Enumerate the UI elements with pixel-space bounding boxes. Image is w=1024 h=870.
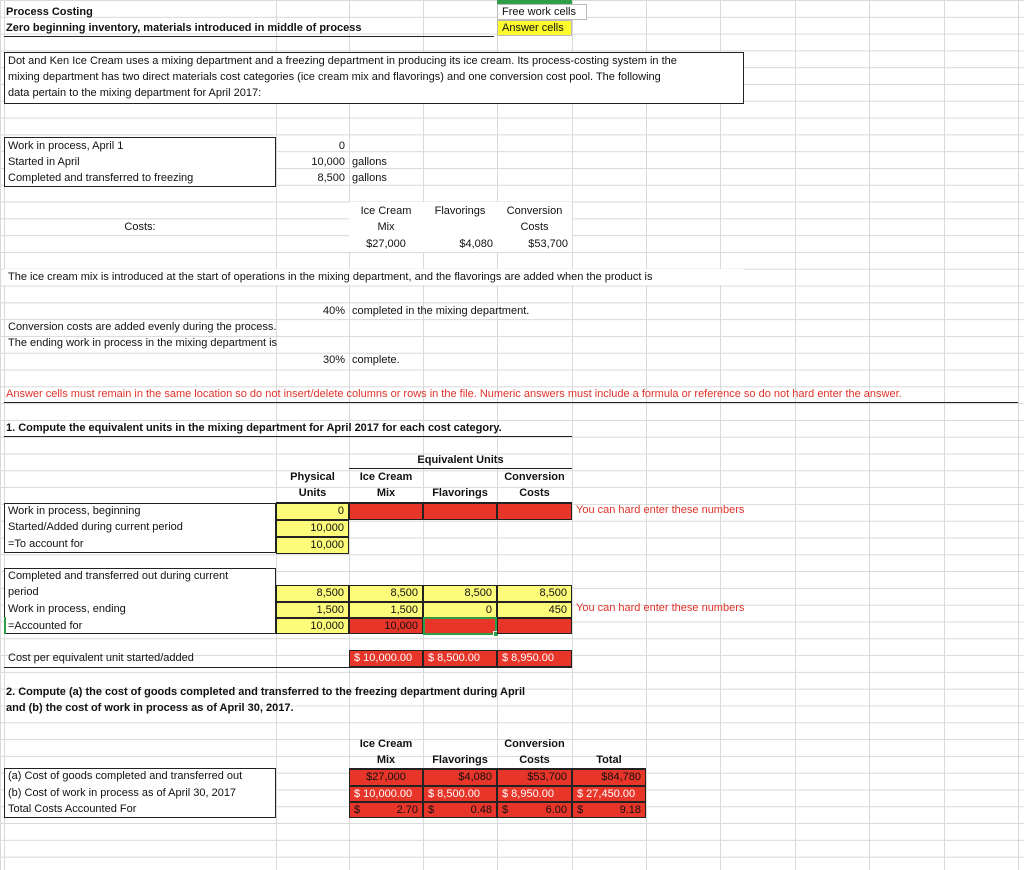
intro-line-3: data pertain to the mixing department for April 2017:: [8, 87, 262, 99]
q2-t-total-sym: $: [577, 804, 584, 816]
ending-wip-complete: complete.: [352, 354, 400, 366]
q2-ice-header-2: Mix: [376, 754, 396, 766]
legend-free-cells: Free work cells: [497, 4, 587, 20]
completed-value: 8,500: [317, 172, 345, 184]
legend-answer-cells: Answer cells: [497, 20, 572, 36]
q2-conv-header-2: Costs: [519, 754, 550, 766]
q1-r2-label: Started/Added during current period: [8, 521, 183, 533]
row-select-marker: [4, 617, 6, 634]
warning-underline: [4, 402, 1018, 403]
intro-line-2: mixing department has two direct materials cost categories (ice cream mix and flavorings) and one conversion cost pool. The following: [8, 71, 661, 83]
warning-text: Answer cells must remain in the same location so do not insert/delete columns or rows in the file. Numeric answers must include a formula or reference so do not hard enter the answer.: [6, 388, 902, 400]
q1-r6-conv[interactable]: [497, 618, 572, 634]
q1-title-underline: [4, 436, 572, 437]
q1-r5-conv[interactable]: 450: [497, 602, 572, 618]
q2-t-conv[interactable]: [497, 802, 572, 818]
q2-title-1: 2. Compute (a) the cost of goods completed and transferred to the freezing department during April: [6, 686, 526, 698]
q2-t-conv-sym: $: [502, 804, 509, 816]
q2-a-total[interactable]: $84,780: [572, 769, 646, 786]
q2-t-total[interactable]: [572, 802, 646, 818]
q2-t-ice-value: 2.70: [396, 804, 418, 816]
ending-wip-note: The ending work in process in the mixing department is: [8, 337, 278, 349]
wip-april1-value: 0: [338, 140, 345, 152]
q1-r1-ice[interactable]: [349, 503, 423, 520]
q2-title-2: and (b) the cost of work in process as of April 30, 2017.: [6, 702, 294, 714]
costs-flav-header: Flavorings: [434, 205, 486, 217]
q1-r4-label-a: Completed and transferred out during current: [8, 570, 229, 582]
q1-r4-conv[interactable]: 8,500: [497, 585, 572, 602]
q2-t-flav-value: 0.48: [470, 804, 492, 816]
page-title: Process Costing: [6, 6, 93, 18]
q1-conv-header-1: Conversion: [504, 471, 565, 483]
q1-r6-ice[interactable]: 10,000: [349, 618, 423, 634]
wip-april1-label: Work in process, April 1: [8, 140, 124, 152]
intro-line-1: Dot and Ken Ice Cream uses a mixing department and a freezing department in producing its ice cream. Its process-costing system in the: [8, 55, 677, 67]
costs-conv-header-2: Costs: [520, 221, 549, 233]
started-april-label: Started in April: [8, 156, 80, 168]
q2-conv-header-1: Conversion: [504, 738, 565, 750]
q1-r4-label-b: period: [8, 586, 39, 598]
q1-r1-flav[interactable]: [423, 503, 497, 520]
q1-conv-header-2: Costs: [519, 487, 550, 499]
q2-t-ice-sym: $: [354, 804, 361, 816]
q1-r6-flav-selected[interactable]: [423, 617, 497, 635]
q1-r4-phys[interactable]: 8,500: [276, 585, 349, 602]
q2-flav-header: Flavorings: [432, 754, 488, 766]
completed-label: Completed and transferred to freezing: [8, 172, 194, 184]
started-april-unit: gallons: [352, 156, 387, 168]
q1-phys-header-2: Units: [298, 487, 327, 499]
q1-r6-label: =Accounted for: [8, 620, 83, 632]
q2-t-total-value: 9.18: [619, 804, 641, 816]
q1-r1-conv[interactable]: [497, 503, 572, 520]
flav-completion-text: completed in the mixing department.: [352, 305, 530, 317]
mix-intro-text: The ice cream mix is introduced at the start of operations in the mixing department, and the flavorings are added when the product is: [8, 271, 653, 283]
q1-hint-2: You can hard enter these numbers: [576, 602, 745, 614]
q1-r3-label: =To account for: [8, 538, 84, 550]
q1-flav-header: Flavorings: [432, 487, 488, 499]
q2-total-header: Total: [596, 754, 622, 766]
costs-ice-value: $27,000: [366, 238, 406, 250]
q1-cpu-label: Cost per equivalent unit started/added: [8, 652, 194, 664]
q2-a-label: (a) Cost of goods completed and transferred out: [8, 770, 243, 782]
q1-eq-units-header: Equivalent Units: [417, 454, 504, 466]
q2-b-flav[interactable]: $ 8,500.00: [423, 786, 497, 802]
q1-r1-phys[interactable]: 0: [276, 503, 349, 520]
flav-percent: 40%: [322, 305, 345, 317]
q2-a-ice[interactable]: $27,000: [349, 769, 423, 786]
q2-b-label: (b) Cost of work in process as of April 30, 2017: [8, 787, 237, 799]
q2-t-flav[interactable]: [423, 802, 497, 818]
costs-flav-value: $4,080: [459, 238, 493, 250]
conversion-note: Conversion costs are added evenly during the process.: [8, 321, 277, 333]
q1-ice-header-1: Ice Cream: [359, 471, 413, 483]
q1-ice-header-2: Mix: [376, 487, 396, 499]
q1-r5-ice[interactable]: 1,500: [349, 602, 423, 618]
q1-cpu-conv[interactable]: $ 8,950.00: [497, 650, 572, 667]
page-subtitle: Zero beginning inventory, materials introduced in middle of process: [6, 22, 362, 34]
q1-r5-label: Work in process, ending: [8, 603, 126, 615]
q1-r3-phys[interactable]: 10,000: [276, 537, 349, 554]
q1-r2-phys[interactable]: 10,000: [276, 520, 349, 537]
q1-hint-1: You can hard enter these numbers: [576, 504, 745, 516]
q2-t-ice[interactable]: [349, 802, 423, 818]
q1-cpu-ice[interactable]: $ 10,000.00: [349, 650, 423, 667]
q1-phys-header-1: Physical: [290, 471, 335, 483]
q1-title: 1. Compute the equivalent units in the mixing department for April 2017 for each cost category.: [6, 422, 502, 434]
q1-eq-underline: [349, 468, 572, 469]
q2-ice-header-1: Ice Cream: [359, 738, 413, 750]
q2-b-ice[interactable]: $ 10,000.00: [349, 786, 423, 802]
costs-conv-value: $53,700: [528, 238, 568, 250]
q2-b-total[interactable]: $ 27,450.00: [572, 786, 646, 802]
q2-a-flav[interactable]: $4,080: [423, 769, 497, 786]
q1-r6-phys[interactable]: 10,000: [276, 618, 349, 634]
q1-r5-phys[interactable]: 1,500: [276, 602, 349, 618]
q1-cpu-flav[interactable]: $ 8,500.00: [423, 650, 497, 667]
q1-r1-label: Work in process, beginning: [8, 505, 141, 517]
q2-a-conv[interactable]: $53,700: [497, 769, 572, 786]
ending-wip-percent: 30%: [322, 354, 345, 366]
q2-t-conv-value: 6.00: [545, 804, 567, 816]
costs-ice-header-2: Mix: [377, 221, 395, 233]
q2-t-label: Total Costs Accounted For: [8, 803, 137, 815]
started-april-value: 10,000: [311, 156, 345, 168]
header-underline: [4, 36, 494, 37]
completed-unit: gallons: [352, 172, 387, 184]
q1-r4-flav[interactable]: 8,500: [423, 585, 497, 602]
q1-r5-flav[interactable]: 0: [423, 602, 497, 618]
costs-label: Costs:: [124, 221, 156, 233]
q1-r4-ice[interactable]: 8,500: [349, 585, 423, 602]
costs-conv-header-1: Conversion: [506, 205, 563, 217]
q2-b-conv[interactable]: $ 8,950.00: [497, 786, 572, 802]
q2-t-flav-sym: $: [428, 804, 435, 816]
q1-cpu-underline: [4, 667, 572, 668]
costs-ice-header-1: Ice Cream: [360, 205, 412, 217]
